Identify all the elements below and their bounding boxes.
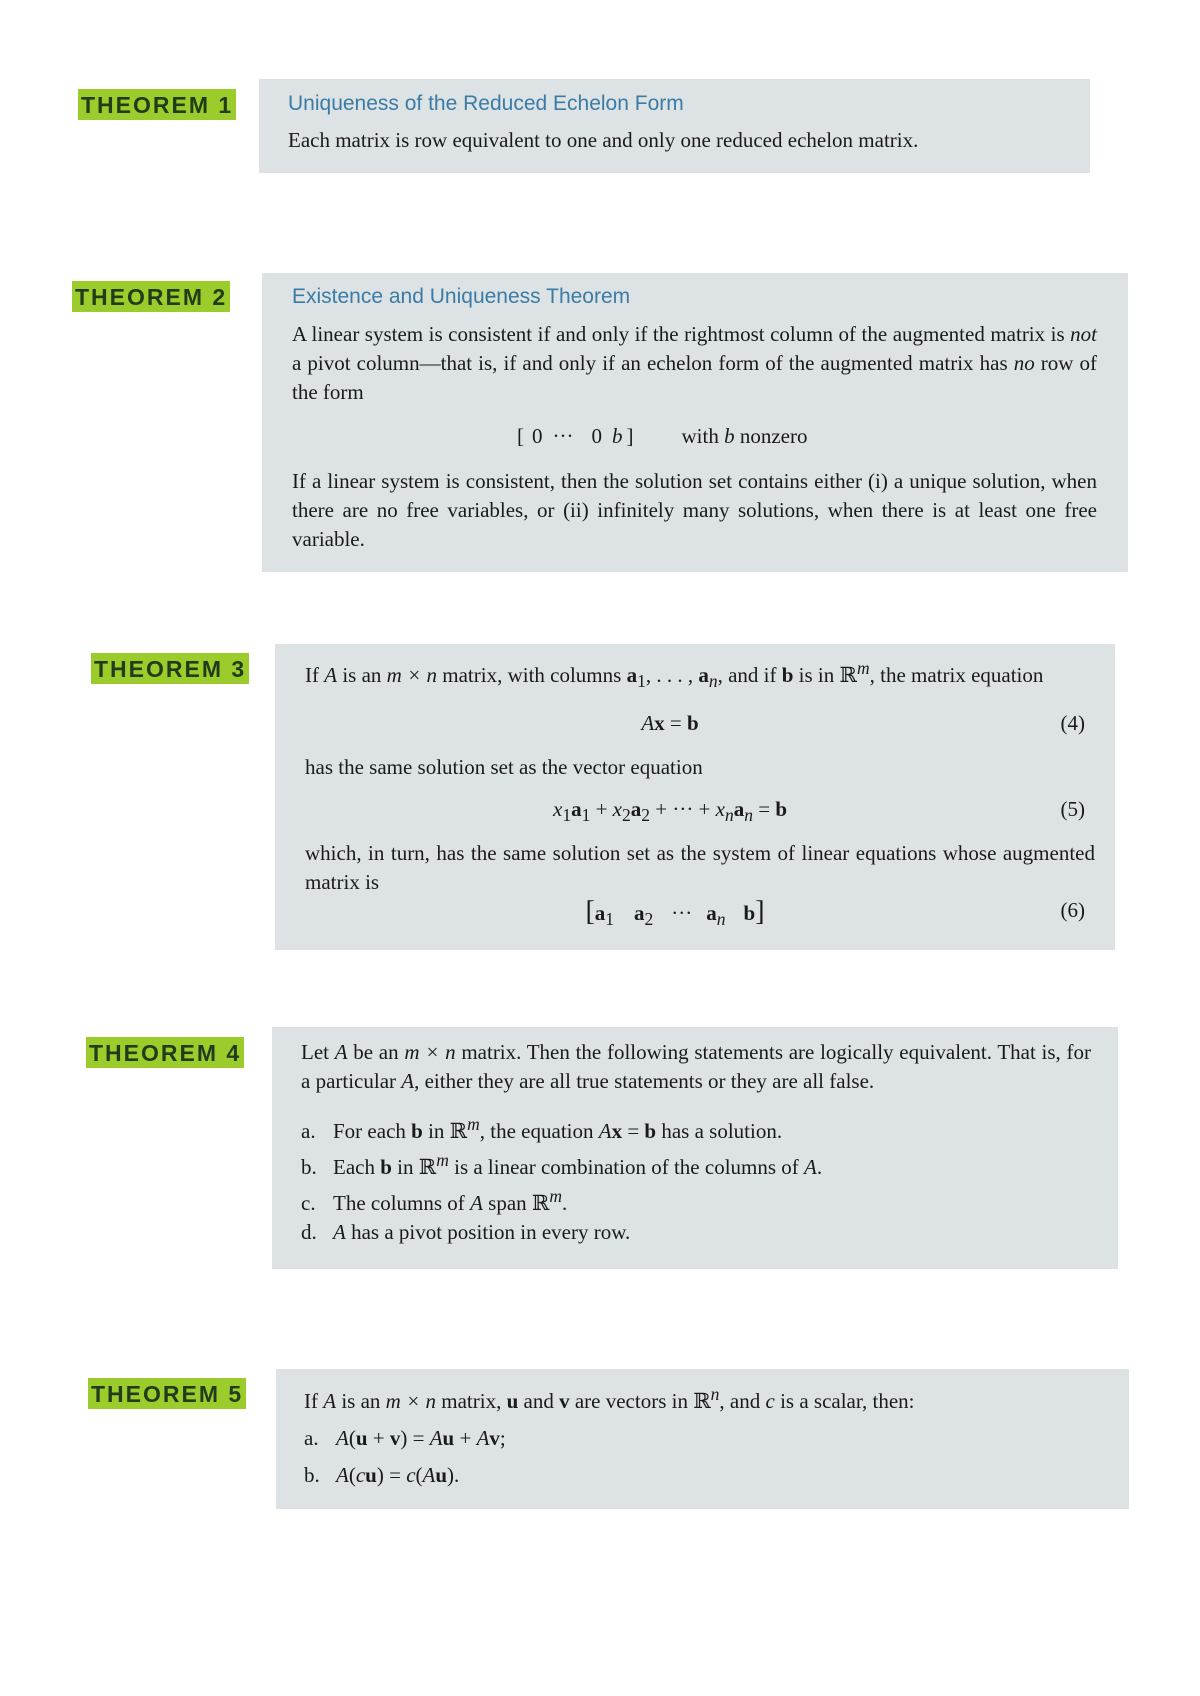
theorem-2-box: [262, 273, 1128, 572]
theorem-1-box: [259, 79, 1090, 173]
theorem-3-after-text: which, in turn, has the same solution set as the system of linear equations whose augmented matrix is: [305, 841, 1095, 894]
theorem-5-item-a: a. A(u + v) = Au + Av;: [304, 1426, 506, 1450]
theorem-3-intro: If A is an m × n matrix, with columns $a_1$, . . . , $a_n$, and if b is in ℝ$^m$, the matrix equation: [305, 658, 1044, 692]
theorem-2-title: Existence and Uniqueness Theorem: [292, 285, 631, 308]
theorem-5-item-b: b. A(cu) = c(Au).: [304, 1463, 460, 1487]
theorem-4-item-c: c. The columns of A span ℝ$^m$.: [301, 1186, 568, 1215]
theorem-3-equation-6: [$a_1$ $a_2$ ··· $a_n$ b]: [585, 896, 765, 930]
theorem-3-equation-4-number: (4): [1060, 711, 1085, 735]
theorem-2-label: THEOREM 2: [72, 281, 230, 312]
theorem-1-body: Each matrix is row equivalent to one and only one reduced echelon matrix.: [288, 128, 919, 152]
theorem-5-intro: If A is an m × n matrix, u and v are vectors in ℝ$^n$, and c is a scalar, then:: [304, 1384, 915, 1413]
theorem-1-label: THEOREM 1: [78, 89, 236, 120]
theorem-3-equation-5: $x_1a_1 + x_2a_2$ + ··· + $x_na_n = b$: [552, 797, 788, 826]
theorem-4-item-d: d. A has a pivot position in every row.: [301, 1220, 631, 1244]
theorem-5-label: THEOREM 5: [88, 1378, 246, 1409]
theorem-2-para-1: A linear system is consistent if and only if the rightmost column of the augmented matrix is not a pivot column—that is, if and only if an echelon form of the augmented matrix has no row of the form: [292, 322, 1097, 404]
theorem-4-label: THEOREM 4: [86, 1037, 244, 1068]
theorem-4-item-b: b. Each b in ℝ$^m$ is a linear combination of the columns of A.: [301, 1150, 823, 1179]
theorem-4-intro: Let A be an m × n matrix. Then the following statements are logically equivalent. That is, for a particular A, either they are all true statements or they are all false.: [301, 1040, 1091, 1093]
theorem-3-mid-text: has the same solution set as the vector equation: [305, 755, 703, 779]
theorem-3-equation-6-number: (6): [1060, 898, 1085, 922]
theorem-3-label: THEOREM 3: [91, 653, 249, 684]
theorem-2-row-form: [ 0 ··· 0 b ] with b nonzero: [517, 424, 808, 448]
theorem-3-equation-5-number: (5): [1060, 797, 1085, 821]
theorem-3-equation-4: Ax = b: [641, 711, 699, 735]
theorem-4-item-a: a. For each b in ℝ$^m$, the equation Ax = b has a solution.: [301, 1114, 783, 1143]
theorem-5-box: [276, 1369, 1129, 1509]
theorem-1-title: Uniqueness of the Reduced Echelon Form: [288, 92, 684, 115]
theorem-3-box: [275, 644, 1115, 950]
theorem-4-box: [272, 1027, 1118, 1269]
theorem-2-para-2: If a linear system is consistent, then the solution set contains either (i) a unique solution, when there are no free variables, or (ii) infinitely many solutions, when there is at least one free variable.: [292, 469, 1097, 551]
